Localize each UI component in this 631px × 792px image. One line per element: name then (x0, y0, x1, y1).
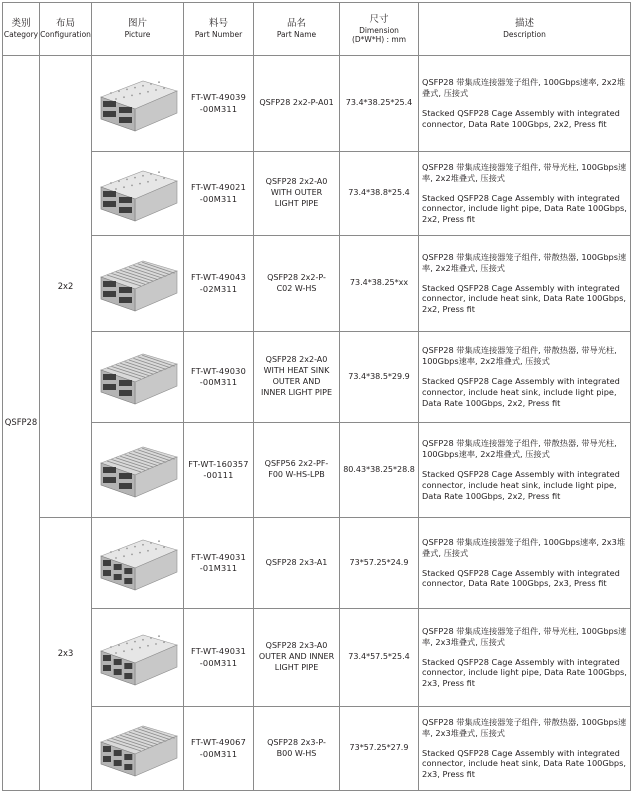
connector-cage-image (95, 344, 181, 410)
description-gap (422, 739, 627, 748)
part-number-cell (184, 518, 254, 609)
part-name-cell (254, 609, 340, 707)
description-gap (422, 184, 627, 193)
part-number-line: -01M311 (199, 563, 238, 573)
dimension-cell: 80.43*38.25*28.8 (340, 423, 419, 518)
part-number-line: FT-WT-49031 (191, 646, 246, 657)
header-picture: 图片 Picture (92, 3, 184, 56)
header-description: 描述 Description (419, 3, 631, 56)
part-number-line: -00M311 (199, 103, 238, 114)
part-name-line: QSFP28 2x3-A1 (265, 557, 328, 567)
dimension-cell: 73.4*38.25*xx (340, 236, 419, 332)
part-number-cell (184, 609, 254, 707)
description-en: Stacked QSFP28 Cage Assembly with integrated connector, Data Rate 100Gbps, 2x3, Press fit (422, 567, 620, 589)
description-gap (422, 274, 627, 283)
table-row (3, 332, 631, 423)
part-name-line: WITH HEAT SINK (263, 366, 330, 376)
part-number-line: FT-WT-49031 (191, 551, 246, 562)
part-name-line: INNER LIGHT PIPE (260, 387, 332, 397)
part-name-line: QSFP28 2x3-A0 (265, 641, 328, 651)
part-name-line: QSFP28 2x2-A0 (265, 177, 328, 187)
description-zh: QSFP28 带集成连接器笼子组件, 带散热器, 100Gbps速率, 2x2堆叠式, 压接式 (422, 251, 627, 273)
picture-cell (92, 518, 184, 609)
description-cell (419, 56, 631, 152)
part-name-line: WITH OUTER (270, 188, 323, 198)
category-cell: QSFP28 (3, 56, 40, 791)
description-gap (422, 559, 627, 568)
part-number-line: FT-WT-49021 (191, 182, 246, 193)
description-cell (419, 609, 631, 707)
dimension-cell: 73.4*38.8*25.4 (340, 152, 419, 236)
part-number-cell (184, 152, 254, 236)
description-cell (419, 707, 631, 791)
connector-cage-image (95, 71, 181, 137)
part-name-line: OUTER AND INNER (258, 652, 335, 662)
description-en: Stacked QSFP28 Cage Assembly with integrated connector, include heat sink, include light pipe, Data Rate 100Gbps, 2x2, Press fit (422, 376, 620, 408)
product-table (2, 2, 631, 791)
table-row (3, 707, 631, 791)
description-en: Stacked QSFP28 Cage Assembly with integrated connector, include heat sink, Data Rate 100Gbps, 2x3, Press fit (422, 747, 626, 780)
part-number-cell (184, 332, 254, 423)
part-name-cell (254, 56, 340, 152)
picture-cell (92, 152, 184, 236)
part-name-line: F00 W-HS-LPB (268, 470, 325, 479)
part-name-line: QSFP28 2x2-A0 (265, 355, 328, 365)
connector-cage-image (95, 251, 181, 317)
part-number-line: FT-WT-49043 (191, 272, 246, 283)
part-name-line: LIGHT PIPE (274, 198, 319, 208)
description-zh: QSFP28 带集成连接器笼子组件, 100Gbps速率, 2x2堆叠式, 压接式 (422, 77, 626, 99)
picture-cell (92, 423, 184, 518)
connector-cage-image (95, 625, 181, 691)
description-en: Stacked QSFP28 Cage Assembly with integrated connector, include light pipe, Data Rate 100Gbps, 2x3, Press fit (422, 656, 627, 689)
header-row (3, 3, 631, 56)
description-cell (419, 152, 631, 236)
description-zh: QSFP28 带集成连接器笼子组件, 带导光柱, 100Gbps速率, 2x2堆叠式, 压接式 (422, 161, 627, 183)
dimension-cell: 73*57.25*27.9 (340, 707, 419, 791)
part-name-cell (254, 152, 340, 236)
description-cell (419, 332, 631, 423)
part-number-line: FT-WT-49067 (191, 737, 246, 748)
part-number-cell (184, 56, 254, 152)
configuration-cell: 2x2 (40, 56, 92, 518)
configuration-cell: 2x3 (40, 518, 92, 791)
part-number-line: FT-WT-49039 (191, 92, 246, 103)
description-zh: QSFP28 带集成连接器笼子组件, 100Gbps速率, 2x3堆叠式, 压接式 (422, 536, 626, 558)
description-zh: QSFP28 带集成连接器笼子组件, 带散热器, 带导光柱, 100Gbps速率, 2x2堆叠式, 压接式 (422, 345, 617, 367)
part-number-line: FT-WT-160357 (188, 458, 249, 469)
table-row (3, 152, 631, 236)
part-name-cell (254, 518, 340, 609)
description-gap (422, 99, 627, 108)
header-configuration: 布局 Configuration (40, 3, 92, 56)
part-name-line: C02 W-HS (276, 283, 317, 293)
part-name-line: QSFP28 2x3-P- (267, 737, 326, 747)
description-zh: QSFP28 带集成连接器笼子组件, 带散热器, 带导光柱, 100Gbps速率, 2x2堆叠式, 压接式 (422, 438, 617, 460)
dimension-cell: 73.4*38.25*25.4 (340, 56, 419, 152)
part-name-line: OUTER AND (272, 377, 321, 386)
connector-cage-image (95, 716, 181, 782)
part-number-line: -00M311 (199, 657, 238, 668)
table-row (3, 518, 631, 609)
dimension-cell: 73*57.25*24.9 (340, 518, 419, 609)
picture-cell (92, 236, 184, 332)
part-name-cell (254, 423, 340, 518)
part-number-line: -00M311 (199, 377, 238, 387)
part-name-line: B00 W-HS (276, 748, 317, 758)
part-number-cell (184, 423, 254, 518)
header-part-number: 料号 Part Number (184, 3, 254, 56)
table-row (3, 609, 631, 707)
picture-cell (92, 609, 184, 707)
description-zh: QSFP28 带集成连接器笼子组件, 带导光柱, 100Gbps速率, 2x3堆叠式, 压接式 (422, 625, 627, 647)
description-en: Stacked QSFP28 Cage Assembly with integrated connector, include heat sink, include light pipe, Data Rate 100Gbps, 2x2, Press fit (422, 469, 620, 501)
table-row (3, 236, 631, 332)
part-name-line: QSFP56 2x2-PF- (264, 459, 329, 469)
description-cell (419, 236, 631, 332)
picture-cell (92, 56, 184, 152)
connector-cage-image (95, 437, 181, 503)
connector-cage-image (95, 161, 181, 227)
table-row (3, 423, 631, 518)
part-number-line: -00M311 (199, 748, 238, 759)
part-number-line: -00111 (203, 470, 234, 480)
part-number-line: FT-WT-49030 (191, 365, 246, 376)
description-cell (419, 423, 631, 518)
description-en: Stacked QSFP28 Cage Assembly with integrated connector, include heat sink, Data Rate 100Gbps, 2x2, Press fit (422, 282, 626, 315)
header-part-name: 品名 Part Name (254, 3, 340, 56)
part-name-line: QSFP28 2x2-P-A01 (259, 98, 334, 108)
description-zh: QSFP28 带集成连接器笼子组件, 带散热器, 100Gbps速率, 2x3堆叠式, 压接式 (422, 716, 627, 738)
part-number-cell (184, 707, 254, 791)
header-dimension: 尺寸 Dimension (D*W*H) : mm (340, 3, 419, 56)
part-name-cell (254, 707, 340, 791)
part-name-cell (254, 236, 340, 332)
part-number-line: -00M311 (199, 193, 238, 204)
description-en: Stacked QSFP28 Cage Assembly with integrated connector, Data Rate 100Gbps, 2x2, Press fit (422, 108, 620, 129)
description-gap (422, 460, 627, 469)
dimension-cell: 73.4*57.5*25.4 (340, 609, 419, 707)
header-category: 类别 Category (3, 3, 40, 56)
description-gap (422, 648, 627, 657)
description-cell (419, 518, 631, 609)
picture-cell (92, 332, 184, 423)
description-en: Stacked QSFP28 Cage Assembly with integrated connector, include light pipe, Data Rate 100Gbps, 2x2, Press fit (422, 192, 627, 225)
part-number-cell (184, 236, 254, 332)
picture-cell (92, 707, 184, 791)
table-row (3, 56, 631, 152)
part-name-cell (254, 332, 340, 423)
part-name-line: QSFP28 2x2-P- (267, 272, 326, 282)
part-name-line: LIGHT PIPE (274, 662, 319, 672)
description-gap (422, 367, 627, 376)
dimension-cell: 73.4*38.5*29.9 (340, 332, 419, 423)
part-number-line: -02M311 (199, 283, 238, 294)
connector-cage-image (95, 530, 181, 596)
